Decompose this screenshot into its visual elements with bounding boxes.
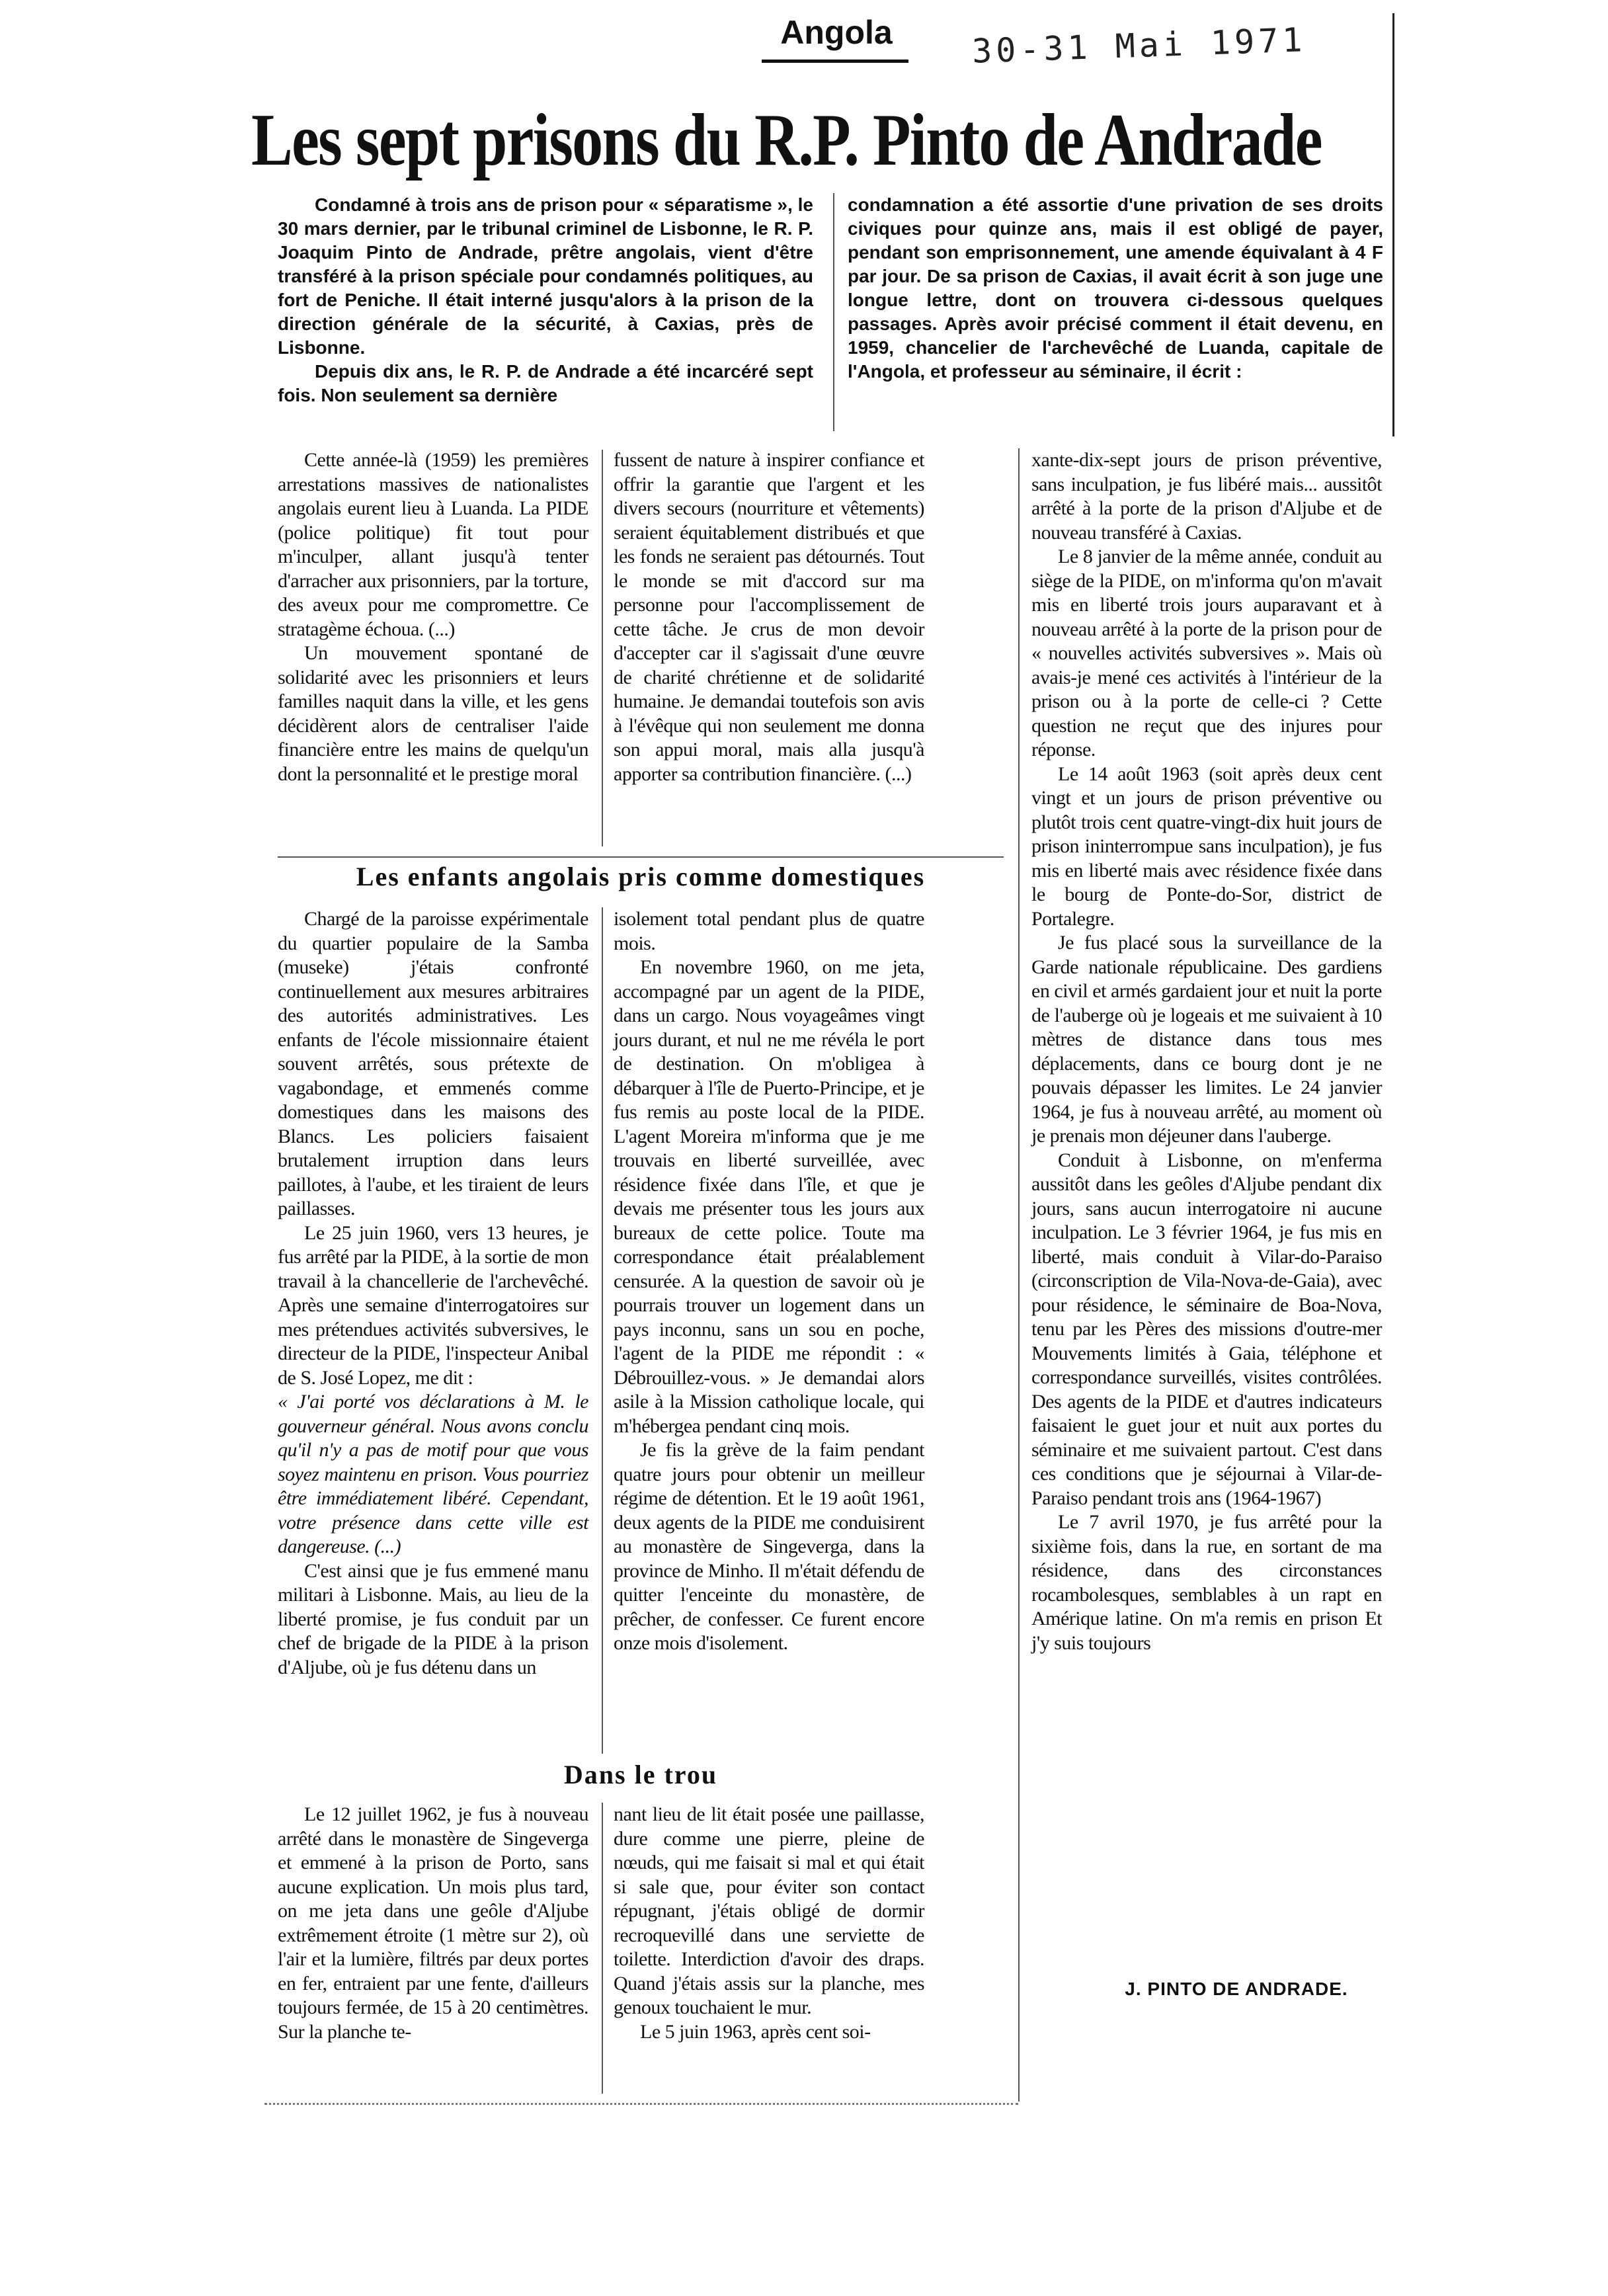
article-paragraph: Conduit à Lisbonne, on m'enferma aussitôt dans les geôles d'Aljube pendant dix jours, sans aucun interrogatoire ni aucune inculpation. Le 3 février 1964, je fus mis en liberté, mais conduit à Vilar-do-Paraiso (circonscription de Vila-Nova-de-Gaia), avec pour résidence, le séminaire de Boa-Nova, tenu par les Pères des missions d'outre-mer Mouvements limités à Gaia, téléphone et correspondance surveillés, visites contrôlées. Des agents de la PIDE et d'autres indicateurs faisaient le guet jour et nuit aux portes du séminaire et me suivaient partout. C'est dans ces conditions que je séjournai à Vilar-de-Paraiso pendant trois ans (1964-1967) [1031, 1149, 1382, 1509]
subhead-enfants: Les enfants angolais pris comme domestiques [356, 862, 926, 891]
bottom-column-1 [278, 1803, 588, 2044]
right-column-rule [1018, 448, 1020, 2102]
section-underline [762, 60, 908, 63]
author-signature: J. PINTO DE ANDRADE. [1125, 1979, 1348, 1999]
right-margin-rule [1392, 13, 1394, 436]
article-paragraph: Cette année-là (1959) les premières arrestations massives de nationalistes angolais eurent lieu à Luanda. La PIDE (police politique) fit tout pour m'inculper, allant jusqu'à tenter d'arracher aux prisonniers, par la torture, des aveux pour me compromettre. Ce stratagème échoua. (...) [278, 449, 588, 640]
section-label: Angola [780, 14, 893, 51]
article-paragraph: Chargé de la paroisse expérimentale du quartier populaire de la Samba (museke) j'étais confronté continuellement aux mesures arbitraires des autorités administratives. Les enfants de l'école missionnaire étaient souvent arrêtés, sous prétexte de vagabondage, et emmenés comme domestiques dans les maisons des Blancs. Les policiers faisaient brutalement irruption dans leurs paillotes, à l'aube, et les tiraient de leurs paillasses. [278, 908, 588, 1219]
article-paragraph: Le 25 juin 1960, vers 13 heures, je fus arrêté par la PIDE, à la sortie de mon travail à la chancellerie de l'archevêché. Après une semaine d'interrogatoires sur mes prétendues activités subversives, le directeur de la PIDE, l'inspecteur Anibal de S. José Lopez, me dit : [278, 1221, 588, 1389]
article-paragraph: En novembre 1960, on me jeta, accompagné par un agent de la PIDE, dans un cargo. Nous voyageâmes vingt jours durant, et nul ne me révéla le port de destination. On m'obligea à débarquer à l'île de Puerto-Principe, et je fus remis au poste local de la PIDE. L'agent Moreira m'informa que je me trouvais en liberté surveillée, avec résidence fixée dans l'île, et que je devais me présenter tous les jours aux bureaux de cette police. Toute ma correspondance était préalablement censurée. A la question de savoir où je pourrais trouver un logement dans un pays inconnu, sans un sou en poche, l'agent de la PIDE me répondit : « Débrouillez-vous. » Je demandai alors asile à la Mission catholique locale, qui m'hébergea pendant cinq mois. [614, 956, 924, 1437]
article-paragraph: Le 7 avril 1970, je fus arrêté pour la sixième fois, dans la rue, en sortant de ma résidence, dans des circonstances rocambolesques, semblables à un rapt en Amérique latine. On m'a remis en prison Et j'y suis toujours [1031, 1511, 1382, 1654]
headline: Les sept prisons du R.P. Pinto de Andrade [251, 99, 1322, 181]
mid-column-2 [614, 907, 924, 1656]
intro-left [278, 193, 813, 407]
article-paragraph: nant lieu de lit était posée une paillasse, dure comme une pierre, pleine de nœuds, qui me faisait si mal et qui était si sale que, pour éviter son contact répugnant, j'étais obligé de dormir recroquevillé dans une serviette de toilette. Interdiction d'avoir des draps. Quand j'étais assis sur la planche, mes genoux touchaient le mur. [614, 1803, 924, 2018]
bottom-column-2 [614, 1803, 924, 2044]
intro-column-rule [833, 193, 834, 431]
intro-right [848, 193, 1383, 384]
intro-paragraph: Depuis dix ans, le R. P. de Andrade a été incarcéré sept fois. Non seulement sa dernière [278, 361, 813, 405]
intro-paragraph: Condamné à trois ans de prison pour « séparatisme », le 30 mars dernier, par le tribunal criminel de Lisbonne, le R. P. Joaquim Pinto de Andrade, prêtre angolais, vient d'être transféré à la prison spéciale pour condamnés politiques, au fort de Peniche. Il était interné jusqu'alors à la prison de la direction générale de la sécurité, à Caxias, près de Lisbonne. [278, 194, 813, 358]
article-paragraph: Le 5 juin 1963, après cent soi- [640, 2020, 871, 2043]
mid-column-1 [278, 907, 588, 1680]
article-paragraph: Je fus placé sous la surveillance de la Garde nationale républicaine. Des gardiens en civil et armés gardaient jour et nuit la porte de l'auberge où je logeais et me suivaient à 10 mètres de distance dans tous mes déplacements, dans ce bourg dont je ne pouvais dépasser les limites. Le 24 janvier 1964, je fus à nouveau arrêté, au moment où je prenais mon déjeuner dans l'auberge. [1031, 932, 1382, 1147]
article-paragraph: isolement total pendant plus de quatre mois. [614, 908, 924, 954]
article-paragraph: Le 12 juillet 1962, je fus à nouveau arrêté dans le monastère de Singeverga et emmené à la prison de Porto, sans aucune explication. Un mois plus tard, on me jeta dans une geôle d'Aljube extrêmement étroite (1 mètre sur 2), où l'air et la lumière, filtrés par deux portes en fer, entraient par une fente, d'ailleurs toujours fermée, de 15 à 20 centimètres. Sur la planche te- [278, 1803, 588, 2043]
column-rule [602, 450, 603, 846]
column-rule [602, 1803, 603, 2094]
intro-paragraph: condamnation a été assortie d'une privation de ses droits civiques pour quinze ans, mais il est obligé de payer, pendant son emprisonnement, une amende équivalant à 4 F par jour. De sa prison de Caxias, il avait écrit à son juge une longue lettre, dont on trouvera ci-dessous quelques passages. Après avoir précisé comment il était devenu, en 1959, chancelier de l'archevêché de Luanda, capitale de l'Angola, et professeur au séminaire, il écrit : [848, 194, 1383, 382]
article-paragraph: Le 14 août 1963 (soit après deux cent vingt et un jours de prison préventive ou plutôt trois cent quatre-vingt-dix huit jours de prison ininterrompue sans inculpation), je fus mis en liberté mais avec résidence fixée dans le bourg de Ponte-do-Sor, district de Portalegre. [1031, 762, 1382, 930]
section-rule [278, 856, 1004, 858]
article-paragraph: Le 8 janvier de la même année, conduit au siège de la PIDE, on m'informa qu'on m'avait mis en liberté trois jours auparavant et à nouveau arrêté à la porte de la prison pour de « nouvelles activités subversives ». Mais où avais-je mené ces activités à l'intérieur de la prison ou à la porte de celle-ci ? Cette question ne reçut que des injures pour réponse. [1031, 546, 1382, 760]
top-column-2 [614, 448, 924, 786]
column-rule [602, 907, 603, 1754]
article-paragraph: Un mouvement spontané de solidarité avec les prisonniers et leurs familles naquit dans la ville, et les gens décidèrent alors de centraliser l'aide financière entre les mains de quelqu'un dont la personnalité et le prestige moral [278, 642, 588, 785]
article-paragraph: C'est ainsi que je fus emmené manu militari à Lisbonne. Mais, au lieu de la liberté promise, je fus conduit par un chef de brigade de la PIDE à la prison d'Aljube, où je fus détenu dans un [278, 1559, 588, 1678]
article-paragraph: xante-dix-sept jours de prison préventive, sans inculpation, je fus libéré mais... aussitôt arrêté à la porte de la prison d'Aljube et de nouveau transféré à Caxias. [1031, 449, 1382, 544]
top-column-1 [278, 448, 588, 786]
article-quote: « J'ai porté vos déclarations à M. le gouverneur général. Nous avons conclu qu'il n'y a pas de motif pour que vous soyez maintenu en prison. Vous pourriez être immédiatement libéré. Cependant, votre présence dans cette ville est dangereuse. (...) [278, 1391, 588, 1557]
handwritten-date: 30-31 Mai 1971 [971, 20, 1307, 71]
right-column [1031, 448, 1382, 1655]
article-paragraph: fussent de nature à inspirer confiance et offrir la garantie que l'argent et les divers secours (nourriture et vêtements) seraient équitablement distribués et que les fonds ne seraient pas détournés. Tout le monde se mit d'accord sur ma personne pour l'accomplissement de cette tâche. Je crus de mon devoir d'accepter car il s'agissait d'une œuvre de charité chrétienne et de solidarité humaine. Je demandai toutefois son avis à l'évêque qui non seulement me donna son appui moral, mais alla jusqu'à apporter sa contribution financière. (...) [614, 449, 924, 785]
article-paragraph: Je fis la grève de la faim pendant quatre jours pour obtenir un meilleur régime de détention. Et le 19 août 1961, deux agents de la PIDE me conduisirent au monastère de Singeverga, dans la province de Minho. Il m'était défendu de quitter l'enceinte du monastère, de prêcher, de confesser. Ce furent encore onze mois d'isolement. [614, 1439, 924, 1654]
subhead-trou: Dans le trou [563, 1760, 718, 1789]
clipping-edge [264, 2103, 1018, 2105]
